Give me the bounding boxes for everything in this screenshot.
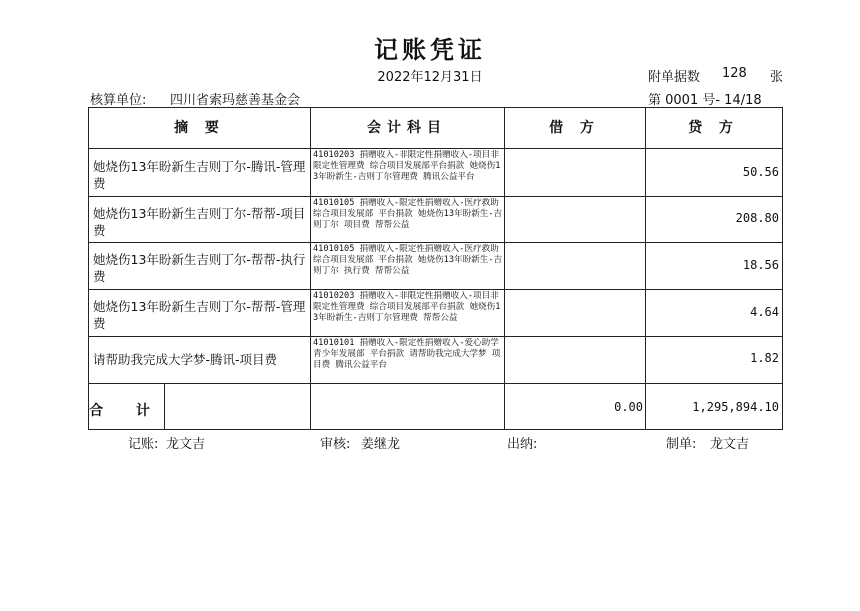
row-credit: 208.80 [735, 211, 779, 225]
preparer-label: 制单: [666, 437, 697, 452]
row-summary: 她烧伤13年盼新生吉则丁尔-帮帮-项目费 [93, 206, 306, 238]
row-divider [89, 336, 782, 337]
total-label-divider [164, 383, 165, 429]
row-divider [89, 242, 782, 243]
reviewer-label: 审核: [320, 437, 351, 452]
row-divider [89, 148, 782, 149]
total-credit: 1,295,894.10 [692, 400, 779, 414]
row-subject: 41010105 捐赠收入-限定性捐赠收入-医疗救助 综合项目发展部 平台捐款 她烧伤13年盼新生-吉则丁尔 执行费 帮帮公益 [313, 244, 503, 276]
row-divider [89, 289, 782, 290]
row-subject: 41010101 捐赠收入-限定性捐赠收入-爱心助学 青少年发展部 平台捐款 请帮助我完成大学梦 项目费 腾讯公益平台 [313, 338, 501, 370]
attachment-unit: 张 [770, 70, 784, 85]
row-credit: 18.56 [742, 258, 779, 272]
column-divider [310, 108, 311, 429]
total-debit: 0.00 [614, 400, 643, 414]
column-divider [645, 108, 646, 429]
header-subject: 会计科目 [367, 120, 447, 136]
row-summary: 她烧伤13年盼新生吉则丁尔-帮帮-管理费 [93, 299, 306, 331]
row-summary: 她烧伤13年盼新生吉则丁尔-帮帮-执行费 [93, 252, 306, 284]
voucher-number: 第 0001 号- 14/18 [648, 93, 762, 108]
voucher-date: 2022年12月31日 [377, 70, 483, 85]
header-summary: 摘 要 [174, 120, 225, 136]
header-debit: 借 方 [549, 120, 600, 136]
row-credit: 1.82 [750, 351, 779, 365]
bookkeeper-label: 记账: [128, 437, 159, 452]
preparer-name: 龙文吉 [710, 437, 750, 452]
row-divider [89, 196, 782, 197]
reviewer-name: 姜继龙 [361, 437, 401, 452]
header-credit: 贷 方 [688, 120, 739, 136]
row-subject: 41010203 捐赠收入-非限定性捐赠收入-项目非限定性管理费 综合项目发展部平台捐款 她烧伤13年盼新生-吉则丁尔管理费 腾讯公益平台 [313, 150, 501, 182]
cashier-label: 出纳: [507, 437, 538, 452]
voucher-title: 记账凭证 [374, 36, 486, 64]
row-summary: 请帮助我完成大学梦-腾讯-项目费 [93, 352, 278, 367]
total-label: 合 计 [89, 403, 164, 419]
voucher-table [88, 107, 783, 430]
accounting-unit-label: 核算单位: [90, 93, 147, 108]
attachment-label: 附单据数 [648, 70, 701, 85]
row-credit: 4.64 [750, 305, 779, 319]
row-credit: 50.56 [742, 165, 779, 179]
row-subject: 41010105 捐赠收入-限定性捐赠收入-医疗救助 综合项目发展部 平台捐款 她烧伤13年盼新生-吉则丁尔 项目费 帮帮公益 [313, 198, 503, 230]
row-divider [89, 383, 782, 384]
accounting-unit-value: 四川省索玛慈善基金会 [170, 93, 301, 108]
attachment-count: 128 [722, 66, 747, 81]
row-subject: 41010203 捐赠收入-非限定性捐赠收入-项目非限定性管理费 综合项目发展部平台捐款 她烧伤13年盼新生-吉则丁尔管理费 帮帮公益 [313, 291, 501, 323]
bookkeeper-name: 龙文吉 [166, 437, 206, 452]
row-summary: 她烧伤13年盼新生吉则丁尔-腾讯-管理费 [93, 159, 306, 191]
